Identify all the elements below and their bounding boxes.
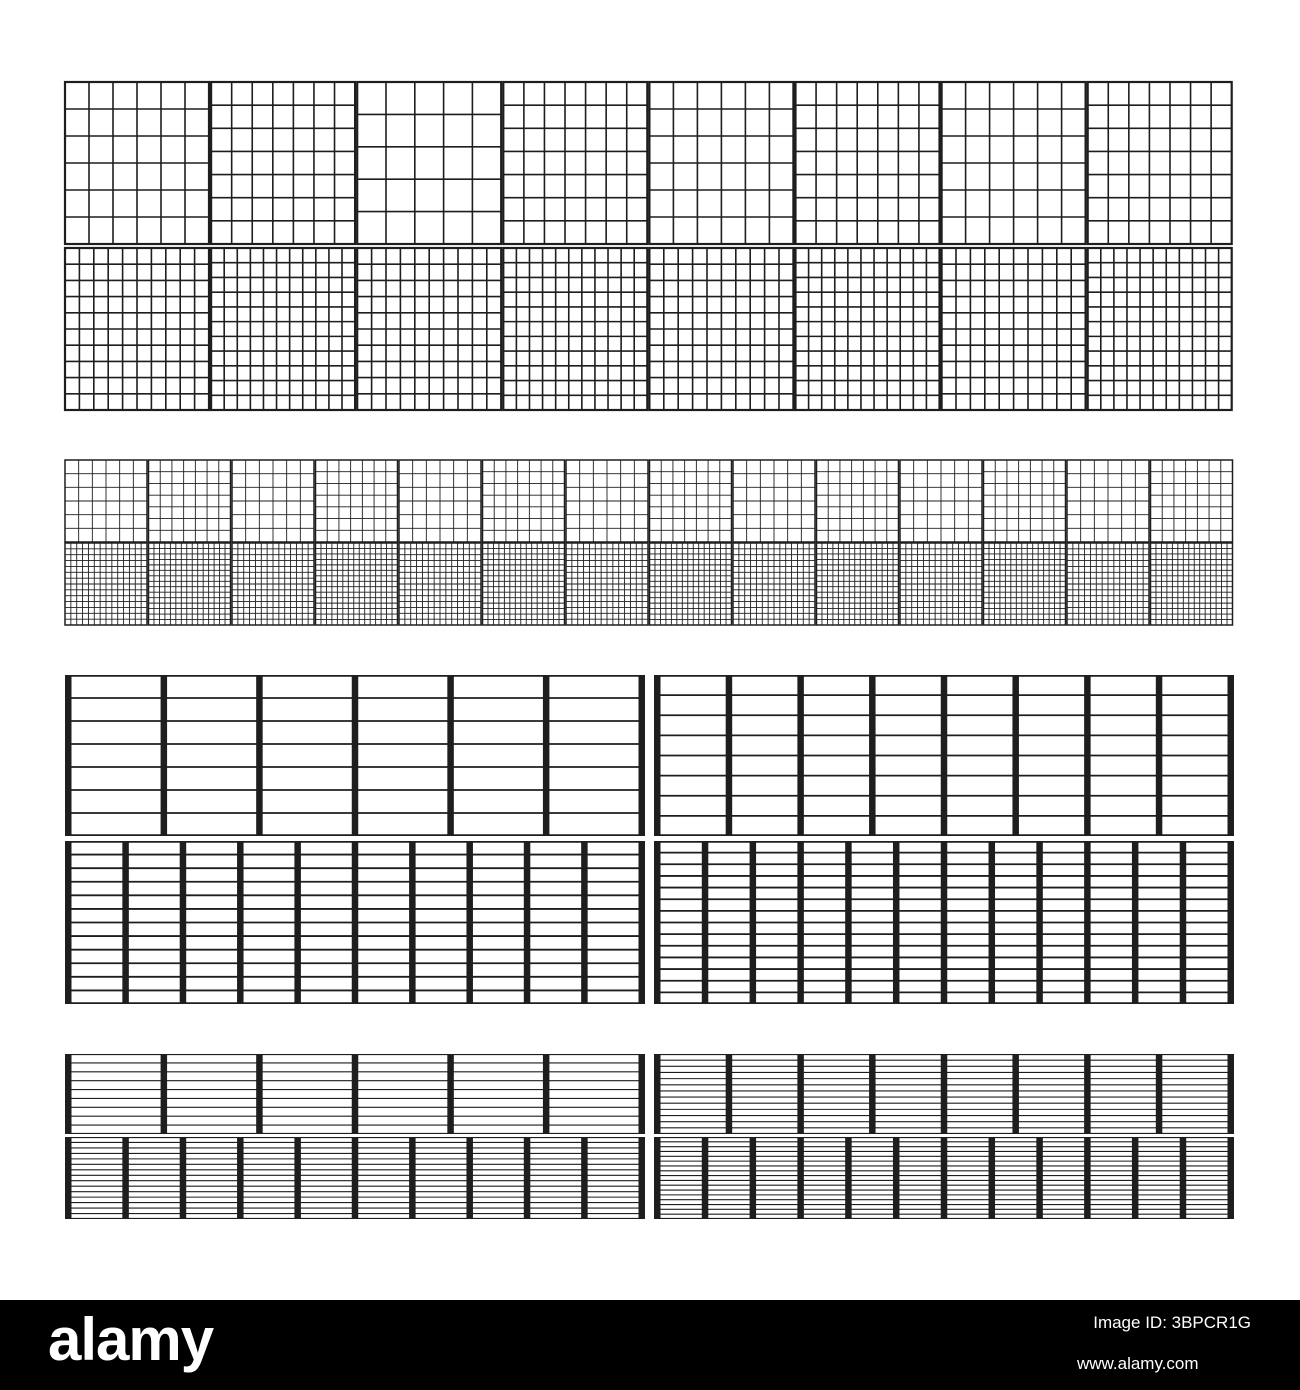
large-bar-grid-panel [654, 841, 1234, 1004]
grid-border [483, 543, 565, 625]
large-bar-grid-panel [65, 841, 645, 1004]
panel-vertical-bar [409, 841, 416, 1004]
small-square-grid [984, 460, 1066, 542]
watermark-footer [0, 1300, 1300, 1390]
panel-vertical-bar [639, 841, 646, 1004]
panel-vertical-bar [1036, 1137, 1043, 1219]
small-square-grid [817, 543, 899, 625]
panel-vertical-bar [1228, 675, 1235, 836]
panel-vertical-bar [869, 1054, 876, 1134]
small-bar-grid-panel [65, 1137, 645, 1219]
panel-vertical-bar [941, 1137, 948, 1219]
panel-vertical-bar [256, 1054, 263, 1134]
panel-vertical-bar [581, 841, 588, 1004]
small-square-grid [566, 543, 648, 625]
panel-vertical-bar [1156, 1054, 1163, 1134]
small-square-grid [149, 543, 231, 625]
panel-vertical-bar [581, 1137, 588, 1219]
small-square-grid [316, 460, 398, 542]
small-square-grid [650, 460, 732, 542]
panel-vertical-bar [654, 1137, 661, 1219]
large-square-grid [942, 82, 1086, 244]
panel-vertical-bar [352, 841, 359, 1004]
small-bar-grid-panel [654, 1137, 1234, 1219]
panel-vertical-bar [893, 1137, 900, 1219]
panel-vertical-bar [797, 675, 804, 836]
small-square-grid [483, 543, 565, 625]
large-square-grid [1088, 82, 1232, 244]
panel-vertical-bar [180, 841, 187, 1004]
large-square-grid [357, 82, 501, 244]
large-square-grid [357, 248, 501, 410]
panel-vertical-bar [524, 1137, 531, 1219]
panel-vertical-bar [941, 1054, 948, 1134]
panel-vertical-bar [122, 1137, 129, 1219]
small-square-grid [1067, 543, 1149, 625]
panel-vertical-bar [941, 841, 948, 1004]
panel-vertical-bar [161, 1054, 168, 1134]
panel-vertical-bar [989, 1137, 996, 1219]
grid-border [503, 248, 647, 410]
grid-border [316, 460, 398, 542]
grid-border [796, 248, 940, 410]
grid-border [211, 248, 355, 410]
grid-border [316, 543, 398, 625]
panel-vertical-bar [797, 841, 804, 1004]
panel-vertical-bar [352, 675, 359, 836]
image-id-label: Image ID: 3BPCR1G [1093, 1313, 1251, 1332]
large-bar-grid-panel [654, 675, 1234, 836]
large-square-grid [942, 248, 1086, 410]
panel-vertical-bar [639, 1137, 646, 1219]
large-square-grid [211, 248, 355, 410]
panel-vertical-bar [161, 675, 168, 836]
panel-vertical-bar [409, 1137, 416, 1219]
small-square-grid [1067, 460, 1149, 542]
grid-border [149, 460, 231, 542]
grid-border [1151, 543, 1233, 625]
grid-border [817, 543, 899, 625]
panel-vertical-bar [466, 841, 473, 1004]
grid-border [817, 460, 899, 542]
small-square-grid [483, 460, 565, 542]
grid-border [650, 543, 732, 625]
small-square-grid [900, 543, 982, 625]
panel-vertical-bar [1084, 1137, 1091, 1219]
panel-vertical-bar [543, 1054, 550, 1134]
large-square-grid [211, 82, 355, 244]
small-square-grid [232, 460, 314, 542]
grid-border [984, 543, 1066, 625]
panel-vertical-bar [447, 675, 454, 836]
panel-vertical-bar [352, 1137, 359, 1219]
grid-border [796, 82, 940, 244]
panel-vertical-bar [237, 1137, 244, 1219]
grid-border [1151, 460, 1233, 542]
alamy-logo: alamy [48, 1306, 214, 1373]
grid-border [1088, 248, 1232, 410]
panel-vertical-bar [65, 1054, 72, 1134]
panel-vertical-bar [893, 841, 900, 1004]
small-square-grid [900, 460, 982, 542]
grid-border [984, 460, 1066, 542]
panel-vertical-bar [702, 1137, 709, 1219]
small-square-grid [1151, 460, 1233, 542]
panel-vertical-bar [639, 675, 646, 836]
small-square-grid [149, 460, 231, 542]
large-square-grid [649, 248, 793, 410]
panel-vertical-bar [256, 675, 263, 836]
grid-border [483, 460, 565, 542]
panel-vertical-bar [294, 1137, 301, 1219]
small-bar-grid-panel [654, 1054, 1234, 1134]
panel-vertical-bar [1228, 841, 1235, 1004]
panel-vertical-bar [65, 1137, 72, 1219]
panel-vertical-bar [654, 675, 661, 836]
panel-vertical-bar [750, 1137, 757, 1219]
panel-vertical-bar [65, 841, 72, 1004]
panel-vertical-bar [869, 675, 876, 836]
panel-vertical-bar [1180, 841, 1187, 1004]
small-square-grid [733, 543, 815, 625]
small-square-grid [1151, 543, 1233, 625]
large-square-grid [1088, 248, 1232, 410]
panel-vertical-bar [845, 1137, 852, 1219]
panel-vertical-bar [1132, 841, 1139, 1004]
panel-vertical-bar [750, 841, 757, 1004]
panel-vertical-bar [543, 675, 550, 836]
panel-vertical-bar [1228, 1137, 1235, 1219]
panel-vertical-bar [1012, 675, 1019, 836]
small-square-grid [817, 460, 899, 542]
small-square-grid [65, 543, 147, 625]
panel-vertical-bar [1132, 1137, 1139, 1219]
panel-vertical-bar [180, 1137, 187, 1219]
grid-border [357, 82, 501, 244]
panel-vertical-bar [466, 1137, 473, 1219]
grid-border [1088, 82, 1232, 244]
panel-vertical-bar [845, 841, 852, 1004]
small-square-grid [316, 543, 398, 625]
large-square-grid [649, 82, 793, 244]
panel-vertical-bar [726, 1054, 733, 1134]
large-square-grid [503, 248, 647, 410]
panel-vertical-bar [639, 1054, 646, 1134]
small-square-grid [399, 543, 481, 625]
small-square-grid [650, 543, 732, 625]
small-square-grid [984, 543, 1066, 625]
panel-vertical-bar [989, 841, 996, 1004]
large-square-grid [65, 248, 209, 410]
large-square-grid [503, 82, 647, 244]
small-square-grid [566, 460, 648, 542]
panel-vertical-bar [702, 841, 709, 1004]
panel-vertical-bar [654, 1054, 661, 1134]
panel-vertical-bar [352, 1054, 359, 1134]
small-bar-grid-panel [65, 1054, 645, 1134]
panel-vertical-bar [65, 675, 72, 836]
large-square-grid [65, 82, 209, 244]
panel-vertical-bar [1036, 841, 1043, 1004]
grid-border [149, 543, 231, 625]
panel-vertical-bar [797, 1054, 804, 1134]
small-square-grid [232, 543, 314, 625]
panel-vertical-bar [1012, 1054, 1019, 1134]
panel-vertical-bar [726, 675, 733, 836]
small-square-grid [399, 460, 481, 542]
panel-vertical-bar [1156, 675, 1163, 836]
grid-border [650, 460, 732, 542]
alamy-url: www.alamy.com [1077, 1354, 1199, 1373]
panel-vertical-bar [1084, 841, 1091, 1004]
panel-vertical-bar [1084, 1054, 1091, 1134]
small-square-grid [65, 460, 147, 542]
panel-vertical-bar [294, 841, 301, 1004]
panel-vertical-bar [1084, 675, 1091, 836]
panel-vertical-bar [797, 1137, 804, 1219]
large-bar-grid-panel [65, 675, 645, 836]
panel-vertical-bar [654, 841, 661, 1004]
panel-vertical-bar [941, 675, 948, 836]
large-square-grid [796, 248, 940, 410]
small-square-grid [733, 460, 815, 542]
grid-border [211, 82, 355, 244]
panel-vertical-bar [122, 841, 129, 1004]
panel-vertical-bar [447, 1054, 454, 1134]
large-square-grid [796, 82, 940, 244]
grid-border [503, 82, 647, 244]
panel-vertical-bar [237, 841, 244, 1004]
panel-vertical-bar [1180, 1137, 1187, 1219]
panel-vertical-bar [524, 841, 531, 1004]
panel-vertical-bar [1228, 1054, 1235, 1134]
